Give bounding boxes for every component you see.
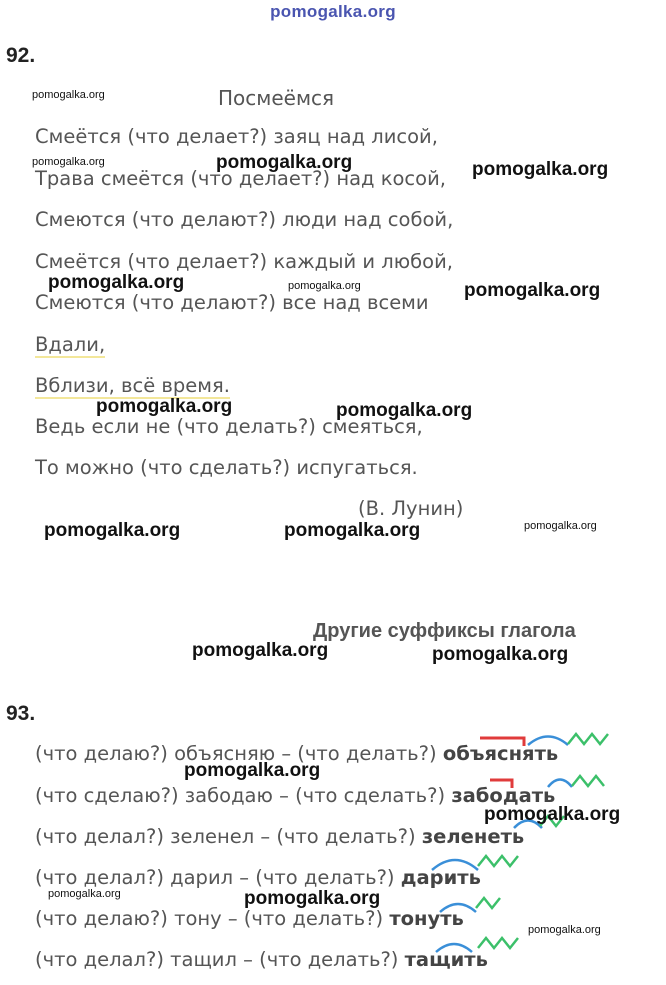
poem-author: (В. Лунин): [358, 497, 464, 520]
row-text: (что делаю?) тону – (что делать?): [35, 907, 390, 930]
ending-zigzag: [568, 734, 608, 744]
poem-line: Смеются (что делают?) все над всеми: [35, 291, 429, 314]
watermark: pomogalka.org: [528, 924, 601, 936]
watermark: pomogalka.org: [192, 640, 329, 661]
exercise-93-number: 93.: [6, 702, 36, 725]
section-title: Другие суффиксы глагола: [313, 620, 576, 642]
word-pair-row: [35, 866, 481, 889]
site-header[interactable]: pomogalka.org: [270, 2, 396, 21]
watermark: pomogalka.org: [32, 89, 105, 101]
ending-zigzag: [478, 856, 518, 866]
watermark: pomogalka.org: [184, 760, 321, 781]
poem-line: Смеётся (что делает?) каждый и любой,: [35, 250, 453, 273]
ending-zigzag: [478, 938, 518, 948]
watermark: pomogalka.org: [44, 520, 181, 541]
watermark: pomogalka.org: [216, 152, 353, 173]
watermark: pomogalka.org: [432, 644, 569, 665]
poem-line: Смеются (что делают?) люди над собой,: [35, 208, 454, 231]
poem-line: Трава смеётся (что делает?) над косой,: [35, 167, 446, 190]
watermark: pomogalka.org: [288, 280, 361, 292]
row-text: (что сделаю?) забодаю – (что сделать?): [35, 784, 452, 807]
watermark: pomogalka.org: [284, 520, 421, 541]
watermark: pomogalka.org: [484, 804, 621, 825]
watermark: pomogalka.org: [472, 159, 609, 180]
watermark: pomogalka.org: [32, 156, 105, 168]
row-text: (что делаю?) объясняю – (что делать?): [35, 742, 443, 765]
ending-zigzag: [572, 776, 604, 786]
poem-line: Смеётся (что делает?) заяц над лисой,: [35, 125, 438, 148]
watermark: pomogalka.org: [464, 280, 601, 301]
row-answer: тащить: [404, 948, 488, 971]
word-pair-row: [35, 825, 524, 848]
watermark: pomogalka.org: [48, 888, 121, 900]
ending-zigzag: [476, 898, 500, 908]
word-pair-row: [35, 784, 555, 807]
row-answer: дарить: [400, 866, 481, 889]
row-text: (что делал?) тащил – (что делать?): [35, 948, 405, 971]
poem-line: То можно (что сделать?) испугаться.: [35, 456, 418, 479]
row-answer: зеленеть: [421, 825, 525, 848]
row-text: (что делал?) дарил – (что делать?): [35, 866, 401, 889]
row-answer: забодать: [451, 784, 556, 807]
poem-line: Вблизи, всё время.: [35, 374, 230, 397]
word-pair-row: [35, 907, 464, 930]
row-answer: тонуть: [389, 907, 464, 930]
poem-title: Посмеёмся: [218, 86, 335, 110]
watermark: pomogalka.org: [96, 396, 233, 417]
watermark: pomogalka.org: [524, 520, 597, 532]
poem-line: Вдали,: [35, 333, 106, 356]
row-answer: объяснять: [442, 742, 559, 765]
poem-line: Ведь если не (что делать?) смеяться,: [35, 415, 423, 438]
watermark: pomogalka.org: [336, 400, 473, 421]
row-text: (что делал?) зеленел – (что делать?): [35, 825, 422, 848]
watermark: pomogalka.org: [48, 272, 185, 293]
exercise-92-number: 92.: [6, 44, 36, 67]
word-pair-row: [35, 948, 488, 971]
watermark: pomogalka.org: [244, 888, 381, 909]
